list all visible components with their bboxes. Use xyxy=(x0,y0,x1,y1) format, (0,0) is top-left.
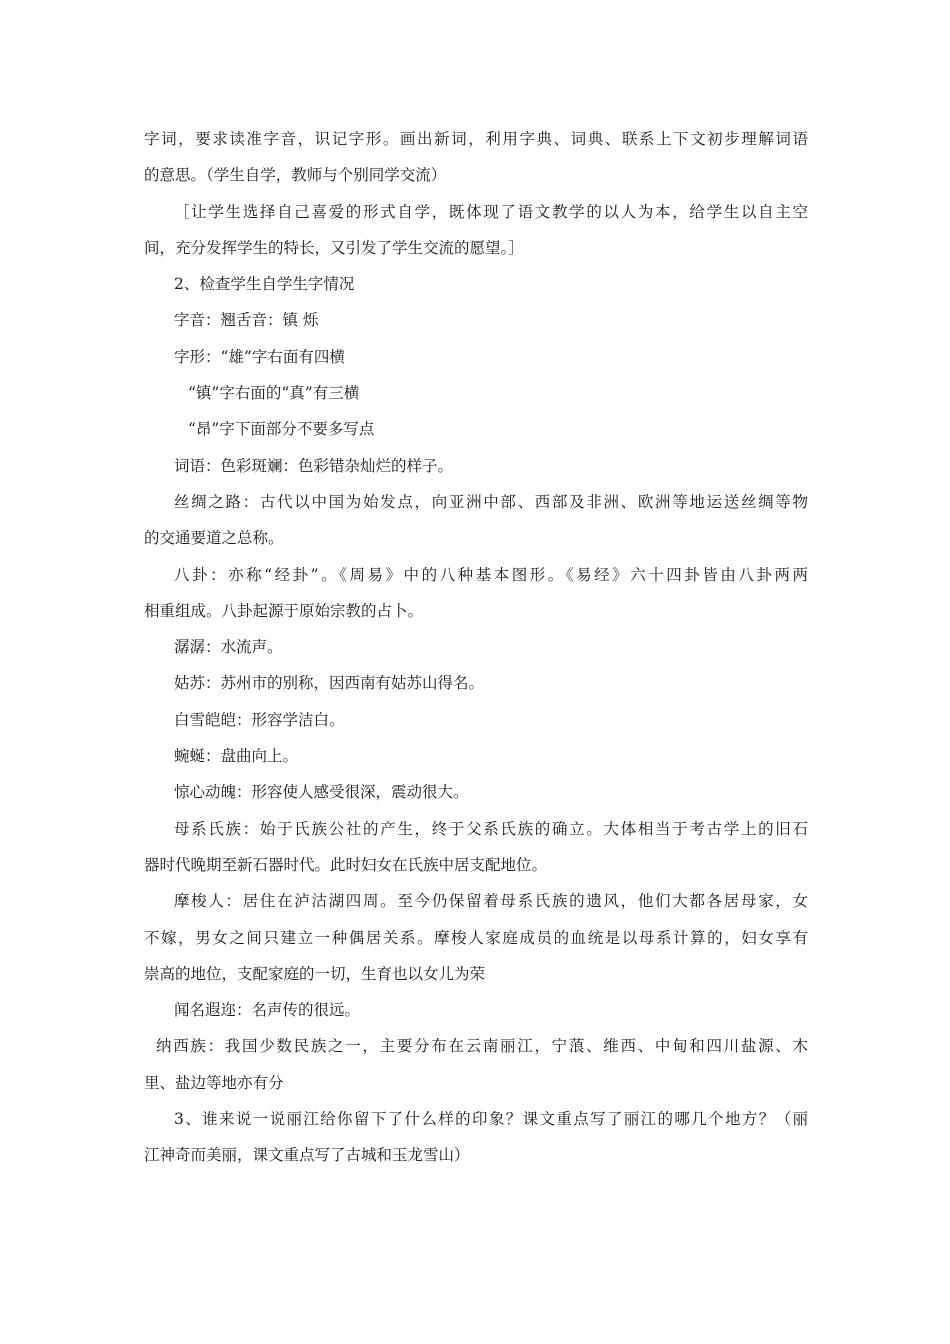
paragraph-line: 里、盐边等地亦有分 xyxy=(144,1073,284,1092)
section-heading: 3、谁来说一说丽江给你留下了什么样的印象？课文重点写了丽江的哪几个地方？（丽 xyxy=(174,1110,808,1129)
paragraph-line: 字音：翘舌音：镇 烁 xyxy=(174,311,319,330)
paragraph-line: 姑苏：苏州市的别称，因西南有姑苏山得名。 xyxy=(174,674,485,693)
paragraph-line: 蜿蜒：盘曲向上。 xyxy=(174,747,299,766)
paragraph-line: 摩梭人：居住在泸沽湖四周。至今仍保留着母系氏族的遗风，他们大都各居母家，女 xyxy=(174,892,808,911)
paragraph-line: 字形：“雄”字右面有四横 xyxy=(174,347,345,366)
paragraph-line: 八卦：亦称“经卦”。《周易》中的八种基本图形。《易经》六十四卦皆由八卦两两 xyxy=(174,565,808,584)
paragraph-line: 字词，要求读准字音，识记字形。画出新词，利用字典、词典、联系上下文初步理解词语 xyxy=(144,130,808,148)
paragraph-line: 惊心动魄：形容使人感受很深，震动很大。 xyxy=(174,783,469,802)
paragraph-line: 间，充分发挥学生的特长，又引发了学生交流的愿望。］ xyxy=(144,238,524,257)
paragraph-line: 江神奇而美丽，课文重点写了古城和玉龙雪山） xyxy=(144,1146,470,1165)
paragraph-line: 纳西族：我国少数民族之一，主要分布在云南丽江，宁蒗、维西、中甸和四川盐源、木 xyxy=(156,1037,808,1056)
section-heading: 2、检查学生自学生字情况 xyxy=(174,275,355,294)
paragraph-line: 崇高的地位，支配家庭的一切，生育也以女儿为荣 xyxy=(144,964,486,983)
paragraph-line: 白雪皑皑：形容学洁白。 xyxy=(174,710,345,729)
paragraph-line: 潺潺：水流声。 xyxy=(174,638,283,657)
paragraph-line: 的意思。（学生自学，教师与个别同学交流） xyxy=(144,166,447,185)
paragraph-line: 相重组成。八卦起源于原始宗教的占卜。 xyxy=(144,601,424,620)
paragraph-line: 不嫁，男女之间只建立一种偶居关系。摩梭人家庭成员的血统是以母系计算的，妇女享有 xyxy=(144,928,808,947)
paragraph-line: 的交通要道之总称。 xyxy=(144,529,284,548)
paragraph-line: 器时代晚期至新石器时代。此时妇女在氏族中居支配地位。 xyxy=(144,855,548,874)
paragraph-line: “镇”字右面的“真”有三横 xyxy=(188,384,360,403)
paragraph-line: 闻名遐迩：名声传的很远。 xyxy=(174,1001,361,1020)
paragraph-line: “昂”字下面部分不要多写点 xyxy=(188,420,375,439)
paragraph-line: ［让学生选择自己喜爱的形式自学，既体现了语文教学的以人为本，给学生以自主空 xyxy=(174,202,808,221)
paragraph-line: 母系氏族：始于氏族公社的产生，终于父系氏族的确立。大体相当于考古学上的旧石 xyxy=(174,819,808,838)
paragraph-line: 丝绸之路：古代以中国为始发点，向亚洲中部、西部及非洲、欧洲等地运送丝绸等物 xyxy=(174,492,808,511)
document-body xyxy=(144,121,808,1174)
paragraph-line: 词语：色彩斑斓：色彩错杂灿烂的样子。 xyxy=(174,456,454,475)
